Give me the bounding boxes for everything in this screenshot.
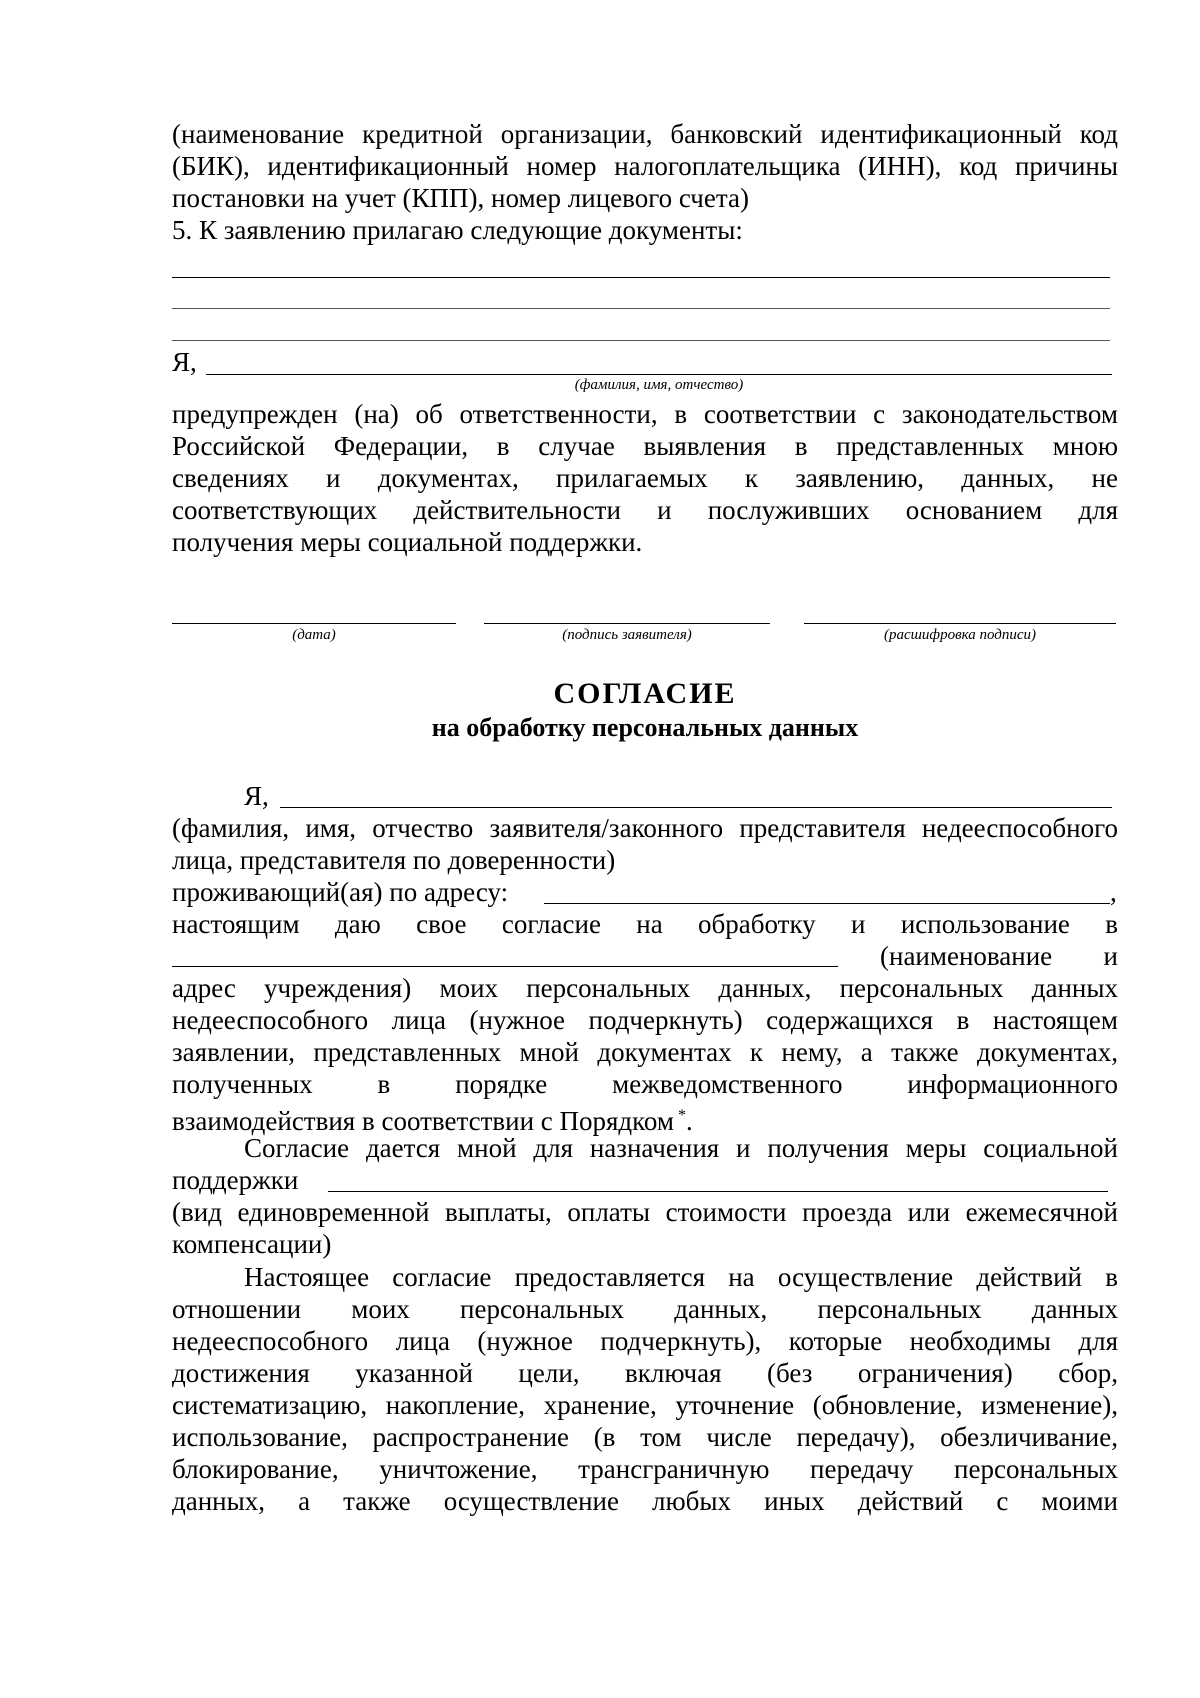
consent-prefix: Я, bbox=[244, 781, 269, 811]
purpose-line: Согласие дается мной для назначения и получения меры социальной bbox=[244, 1133, 1118, 1163]
declaration-name-blank[interactable] bbox=[206, 374, 1112, 375]
declaration-line-3: сведениях и документах, прилагаемых к заявлению, данных, не bbox=[172, 463, 1118, 493]
actions-line-6: блокирование, уничтожение, трансграничную передачу персональных bbox=[172, 1454, 1118, 1484]
actions-line-7: данных, а также осуществление любых иных действий с моими bbox=[172, 1486, 1118, 1516]
bank-caption-line-1: (наименование кредитной организации, банковский идентификационный код bbox=[172, 119, 1118, 149]
footnote-mark: * bbox=[678, 1107, 686, 1124]
attachments-blank-line-3[interactable] bbox=[172, 340, 1110, 341]
consent-name-caption-1: (фамилия, имя, отчество заявителя/законного представителя недееспособного bbox=[172, 813, 1118, 843]
address-comma: , bbox=[1110, 877, 1117, 907]
declaration-line-2: Российской Федерации, в случае выявления в представленных мною bbox=[172, 431, 1118, 461]
institution-blank[interactable] bbox=[172, 966, 838, 967]
address-blank[interactable] bbox=[544, 903, 1110, 904]
actions-line-first: Настоящее согласие предоставляется на осуществление действий в bbox=[244, 1262, 1118, 1292]
declaration-prefix: Я, bbox=[172, 347, 197, 377]
bank-caption-line-2: (БИК), идентификационный номер налогоплательщика (ИНН), код причины bbox=[172, 151, 1118, 181]
support-caption-1: (вид единовременной выплаты, оплаты стоимости проезда или ежемесячной bbox=[172, 1197, 1118, 1227]
actions-line-4: систематизацию, накопление, хранение, уточнение (обновление, изменение), bbox=[172, 1390, 1118, 1420]
consent-name-blank[interactable] bbox=[280, 807, 1112, 808]
attachments-blank-line-1[interactable] bbox=[172, 277, 1110, 278]
consent-body-line-4: полученных в порядке межведомственного информационного bbox=[172, 1069, 1118, 1099]
declaration-line-5: получения меры социальной поддержки. bbox=[172, 527, 643, 557]
actions-line-1: отношении моих персональных данных, персональных данных bbox=[172, 1294, 1118, 1324]
date-caption: (дата) bbox=[292, 627, 336, 643]
consent-body-line-1: адрес учреждения) моих персональных данных, персональных данных bbox=[172, 973, 1118, 1003]
consent-name-caption-2: лица, представителя по доверенности) bbox=[172, 845, 616, 875]
attachments-heading: 5. К заявлению прилагаю следующие документы: bbox=[172, 215, 743, 245]
signature-caption: (подпись заявителя) bbox=[562, 627, 692, 643]
declaration-name-caption: (фамилия, имя, отчество) bbox=[574, 377, 744, 393]
consent-body-last-text: взаимодействия в соответствии с Порядком bbox=[172, 1106, 674, 1136]
consent-subtitle: на обработку персональных данных bbox=[431, 713, 859, 742]
actions-line-5: использование, распространение (в том числе передачу), обезличивание, bbox=[172, 1422, 1118, 1452]
signature-decode-caption: (расшифровка подписи) bbox=[883, 627, 1037, 643]
consent-body-line-3: заявлении, представленных мной документах к нему, а также документах, bbox=[172, 1037, 1118, 1067]
consent-title: СОГЛАСИЕ bbox=[553, 677, 737, 710]
support-label: поддержки bbox=[172, 1165, 299, 1195]
bank-caption-line-3: постановки на учет (КПП), номер лицевого счета) bbox=[172, 183, 749, 213]
declaration-line-1: предупрежден (на) об ответственности, в соответствии с законодательством bbox=[172, 399, 1118, 429]
signature-decode-blank[interactable] bbox=[804, 623, 1116, 624]
consent-body-line-2: недееспособного лица (нужное подчеркнуть) содержащихся в настоящем bbox=[172, 1005, 1118, 1035]
institution-caption-tail: (наименование и bbox=[880, 941, 1118, 971]
signature-blank[interactable] bbox=[484, 623, 770, 624]
consent-body-last-period: . bbox=[686, 1106, 693, 1136]
consent-statement-line: настоящим даю свое согласие на обработку и использование в bbox=[172, 909, 1118, 939]
date-blank[interactable] bbox=[172, 623, 456, 624]
actions-line-2: недееспособного лица (нужное подчеркнуть), которые необходимы для bbox=[172, 1326, 1118, 1356]
declaration-line-4: соответствующих действительности и послуживших основанием для bbox=[172, 495, 1118, 525]
address-label: проживающий(ая) по адресу: bbox=[172, 877, 509, 907]
actions-line-3: достижения указанной цели, включая (без ограничения) сбор, bbox=[172, 1358, 1118, 1388]
attachments-blank-line-2[interactable] bbox=[172, 308, 1110, 309]
support-blank[interactable] bbox=[328, 1191, 1108, 1192]
support-caption-2: компенсации) bbox=[172, 1229, 332, 1259]
